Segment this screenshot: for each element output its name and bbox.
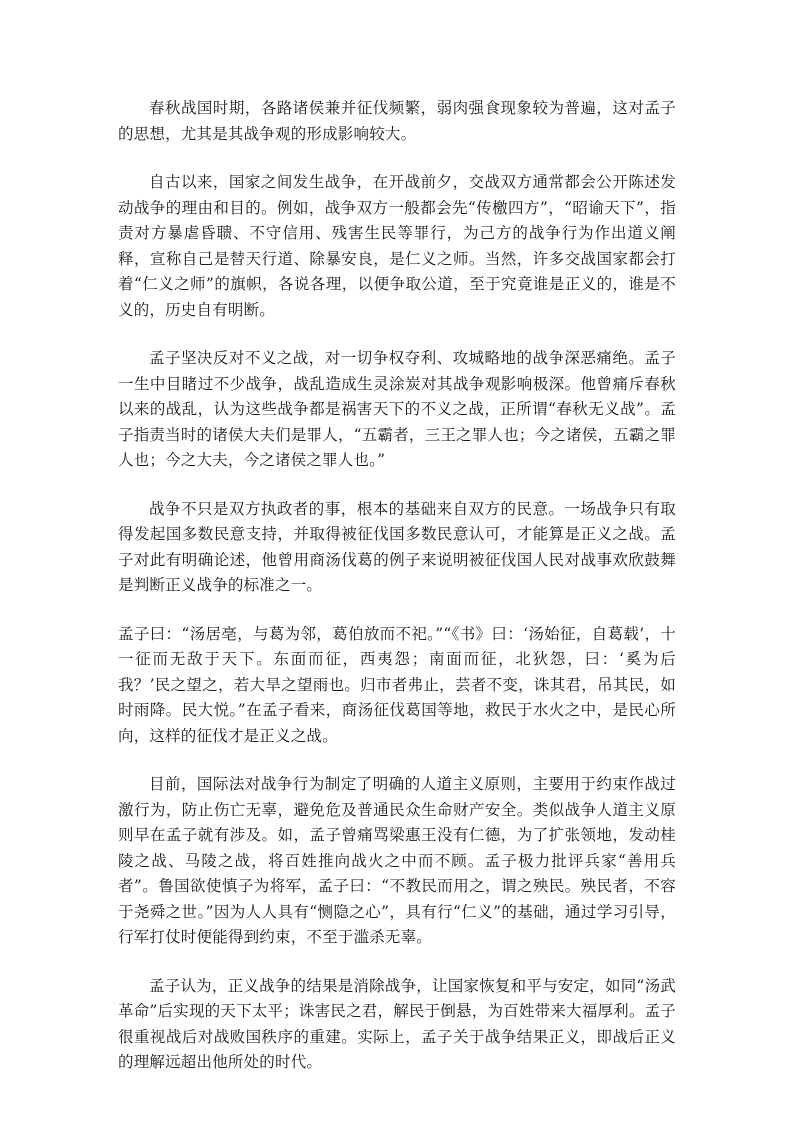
paragraph-1: 春秋战国时期，各路诸侯兼并征伐频繁，弱肉强食现象较为普遍，这对孟子的思想，尤其是其战争观的形成影响较大。 [118, 99, 676, 143]
paragraph-2: 自古以来，国家之间发生战争，在开战前夕，交战双方通常都会公开陈述发动战争的理由和目的。例如，战争双方一般都会先“传檄四方”，“昭谕天下”，指责对方暴虐昏聩、不守信用、残害生民等罪行，为己方的战争行为作出道义阐释，宣称自己是替天行道、除暴安良，是仁义之师。当然，许多交战国家都会打着“仁义之师”的旗帜，各说各理，以便争取公道，至于究竟谁是正义的，谁是不义的，历史自有明断。 [118, 173, 676, 319]
document-body [118, 96, 676, 1099]
paragraph-7: 孟子认为，正义战争的结果是消除战争，让国家恢复和平与安定，如同“汤武革命”后实现的天下太平；诛害民之君，解民于倒悬，为百姓带来大福厚利。孟子很重视战后对战败国秩序的重建。实际上，孟子关于战争结果正义，即战后正义的理解远超出他所处的时代。 [118, 976, 676, 1071]
paragraph-3: 孟子坚决反对不义之战，对一切争权夺利、攻城略地的战争深恶痛绝。孟子一生中目睹过不少战争，战乱造成生灵涂炭对其战争观影响极深。他曾痛斥春秋以来的战乱，认为这些战争都是祸害天下的不义之战，正所谓“春秋无义战”。孟子指责当时的诸侯大夫们是罪人，“五霸者，三王之罪人也；今之诸侯，五霸之罪人也；今之大夫，今之诸侯之罪人也。” [118, 349, 676, 469]
paragraph-5: 孟子曰：“汤居亳，与葛为邻，葛伯放而不祀。”“《书》曰：‘汤始征，自葛载’，十一征而无敌于天下。东面而征，西夷怨；南面而征，北狄怨，曰：‘奚为后我？’民之望之，若大旱之望雨也。归市者弗止，芸者不变，诛其君，吊其民，如时雨降。民大悦。”在孟子看来，商汤征伐葛国等地，救民于水火之中，是民心所向，这样的征伐才是正义之战。 [118, 624, 676, 745]
paragraph-6: 目前，国际法对战争行为制定了明确的人道主义原则，主要用于约束作战过激行为，防止伤亡无辜，避免危及普通民众生命财产安全。类似战争人道主义原则早在孟子就有涉及。如，孟子曾痛骂梁惠王没有仁德，为了扩张领地，发动桂陵之战、马陵之战，将百姓推向战火之中而不顾。孟子极力批评兵家“善用兵者”。鲁国欲使慎子为将军，孟子曰：“不教民而用之，谓之殃民。殃民者，不容于尧舜之世。”因为人人具有“恻隐之心”，具有行“仁义”的基础，通过学习引导，行军打仗时便能得到约束，不至于滥杀无辜。 [118, 775, 676, 946]
paragraph-4: 战争不只是双方执政者的事，根本的基础来自双方的民意。一场战争只有取得发起国多数民意支持，并取得被征伐国多数民意认可，才能算是正义之战。孟子对此有明确论述，他曾用商汤伐葛的例子来说明被征伐国人民对战事欢欣鼓舞是判断正义战争的标准之一。 [118, 499, 676, 594]
